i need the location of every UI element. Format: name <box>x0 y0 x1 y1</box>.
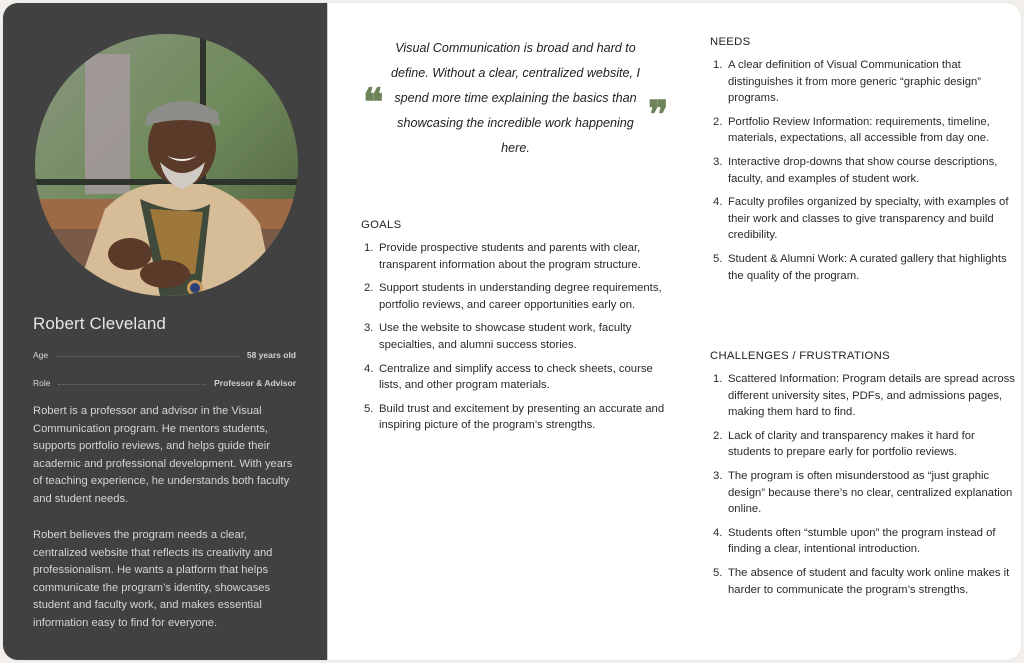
challenges-heading: CHALLENGES / FRUSTRATIONS <box>710 350 890 362</box>
list-item: 5. Build trust and excitement by presenting an accurate and inspiring picture of the program’s strengths. <box>364 402 665 432</box>
age-value: 58 years old <box>246 350 296 360</box>
list-item: 1. A clear definition of Visual Communication that distinguishes it from more generic “graphic design” programs. <box>713 59 982 105</box>
list-item: 3. The program is often misunderstood as “just graphic design” because there’s no clear, centralized explanation online. <box>713 469 1013 516</box>
persona-card <box>2 2 1022 661</box>
persona-sidebar <box>3 3 328 660</box>
persona-photo <box>35 34 298 296</box>
goals-section <box>361 219 666 441</box>
goals-heading: GOALS <box>361 219 402 231</box>
list-item: 2. Lack of clarity and transparency makes it hard for students to prepare early for portfolio reviews. <box>713 429 975 459</box>
list-item: 4. Students often “stumble upon” the program instead of finding a clear, intentional introduction. <box>713 526 996 556</box>
list-item: 4. Centralize and simplify access to check sheets, course lists, and other program materials. <box>364 362 653 392</box>
dotted-leader <box>56 356 239 357</box>
persona-name: Robert Cleveland <box>33 314 166 333</box>
bio-paragraph-2: Robert believes the program needs a clear, centralized website that reflects its creativity and professionalism. He wants a platform that helps communicate the program’s identity, showcases student and faculty work, and makes essential information easy to find for everyone. <box>33 529 273 629</box>
role-row <box>33 378 296 388</box>
list-item: 5. Student & Alumni Work: A curated gallery that highlights the quality of the program. <box>713 252 1007 282</box>
open-quote-icon: ❝ <box>363 79 384 124</box>
needs-section <box>710 36 1015 291</box>
challenges-list <box>710 371 1015 598</box>
list-item: 3. Use the website to showcase student work, faculty specialties, and alumni success stories. <box>364 322 632 351</box>
list-item: 1. Provide prospective students and parents with clear, transparent information about the program structure. <box>364 242 641 271</box>
role-value: Professor & Advisor <box>214 378 296 388</box>
dotted-leader <box>58 384 206 385</box>
goals-list <box>361 240 666 434</box>
age-label: Age <box>33 350 49 360</box>
close-quote-icon: ❝ <box>647 76 668 121</box>
persona-quote <box>358 36 673 161</box>
list-item: 2. Support students in understanding degree requirements, portfolio reviews, and career opportunities early on. <box>364 282 662 311</box>
list-item: 1. Scattered Information: Program details are spread across different university sites, PDFs, and admissions pages, making them hard to find. <box>713 373 1015 419</box>
age-row <box>33 350 296 360</box>
needs-heading: NEEDS <box>710 36 751 48</box>
quote-text: Visual Communication is broad and hard to define. Without a clear, centralized website, I spend more time explaining the basics than showcasing the incredible work happening here. <box>390 41 641 155</box>
list-item: 4. Faculty profiles organized by specialty, with examples of their work and classes to give transparency and build credibility. <box>713 196 1009 242</box>
challenges-section <box>710 350 1015 605</box>
list-item: 5. The absence of student and faculty work online makes it harder to communicate the program’s strengths. <box>713 566 1010 596</box>
portrait-image <box>35 34 298 296</box>
list-item: 3. Interactive drop-downs that show course descriptions, faculty, and examples of student work. <box>713 155 998 185</box>
bio-paragraph-1: Robert is a professor and advisor in the Visual Communication program. He mentors students, supports portfolio reviews, and helps guide their academic and professional development. With years of teaching experience, he understands both faculty and student needs. <box>33 405 293 505</box>
needs-list <box>710 57 1015 284</box>
list-item: 2. Portfolio Review Information: requirements, timeline, materials, expectations, all accessible from day one. <box>713 115 990 145</box>
role-label: Role <box>33 378 51 388</box>
